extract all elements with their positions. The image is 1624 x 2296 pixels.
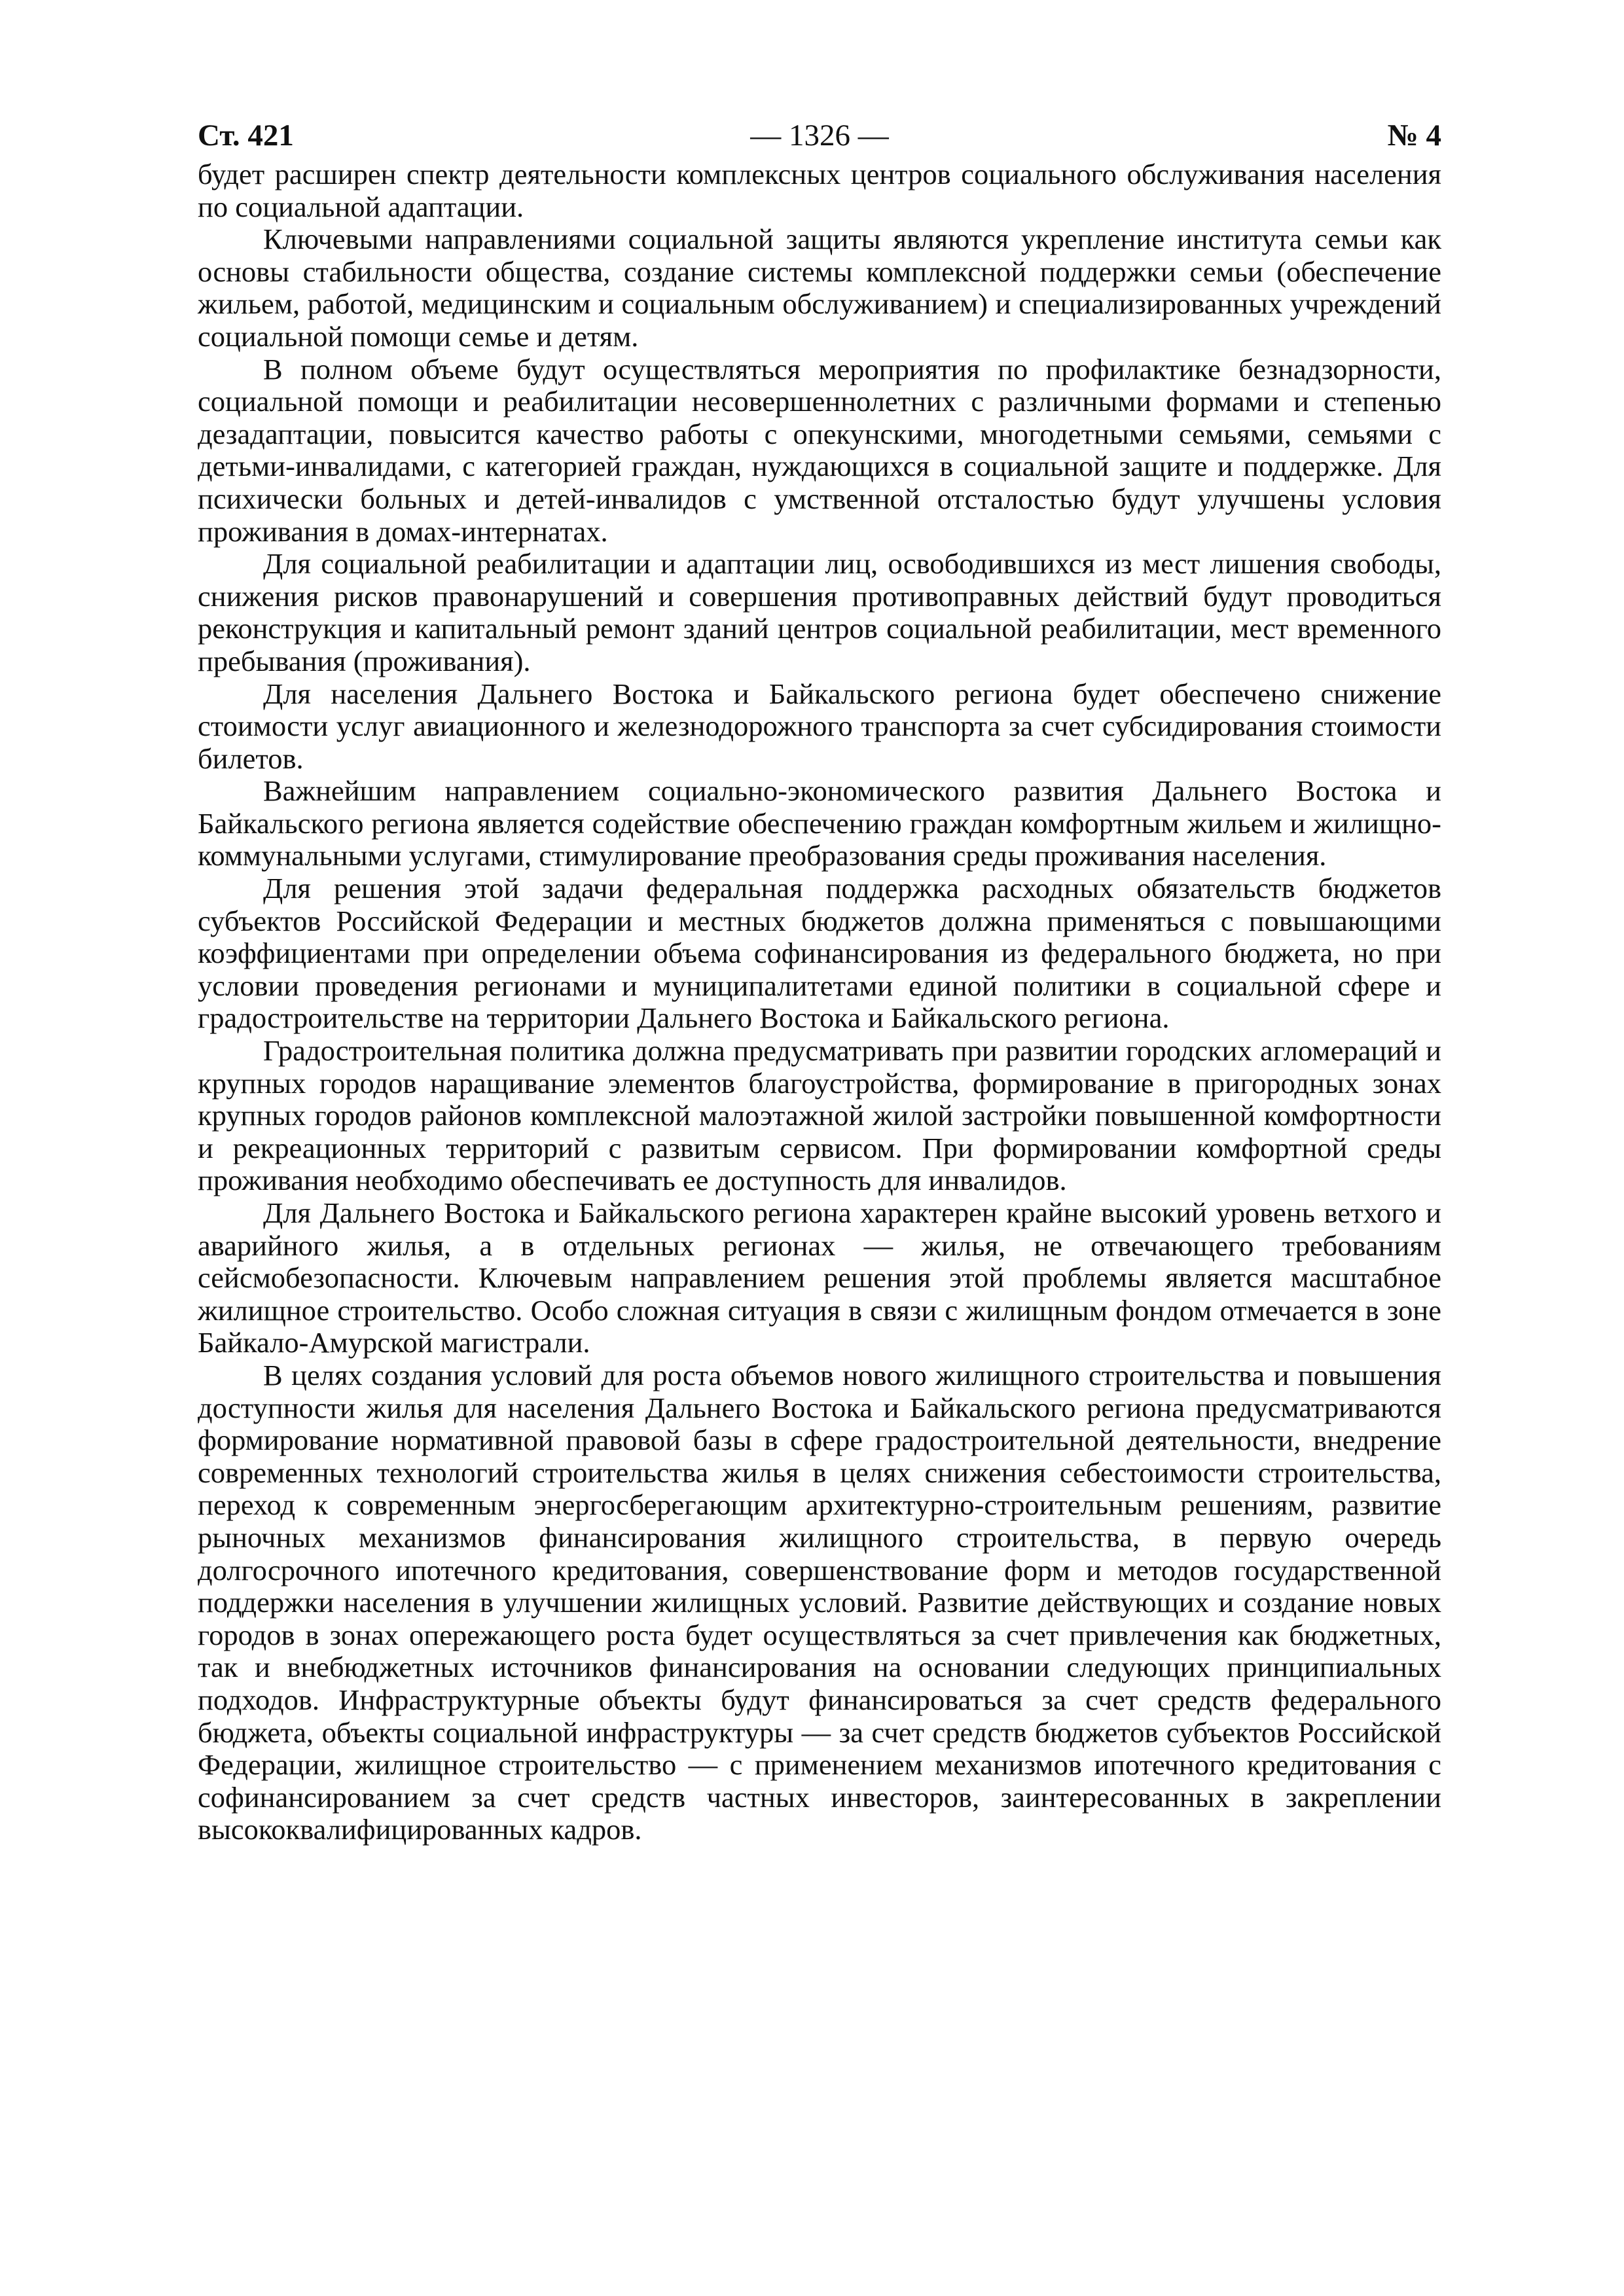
issue-number: № 4 (1387, 118, 1441, 152)
paragraph-continuation: будет расширен спектр деятельности комплексных центров социального обслуживания населения по социальной адаптации. (198, 158, 1441, 223)
paragraph: В полном объеме будут осуществляться мероприятия по профилактике безнадзорности, социальной помощи и реабилитации несовершеннолетних с различными формами и степенью дезадаптации, повысится качество работы с опекунскими, многодетными семьями, семьями с детьми-инвалидами, с категорией граждан, нуждающихся в социальной защите и поддержке. Для психически больных и детей-инвалидов с умственной отсталостью будут улучшены условия проживания в домах-интернатах. (198, 352, 1441, 548)
paragraph: Для решения этой задачи федеральная поддержка расходных обязательств бюджетов субъектов Российской Федерации и местных бюджетов должна применяться с повышающими коэффициентами при определении объема софинансирования из федерального бюджета, но при условии проведения регионами и муниципалитетами единой политики в социальной сфере и градостроительстве на территории Дальнего Востока и Байкальского региона. (198, 872, 1441, 1035)
article-number: Ст. 421 (198, 118, 294, 152)
paragraph: Для населения Дальнего Востока и Байкальского региона будет обеспечено снижение стоимости услуг авиационного и железнодорожного транспорта за счет субсидирования стоимости билетов. (198, 677, 1441, 775)
body-text (198, 158, 1441, 1846)
paragraph: Важнейшим направлением социально-экономического развития Дальнего Востока и Байкальского региона является содействие обеспечению граждан комфортным жильем и жилищно-коммунальными услугами, стимулирование преобразования среды проживания населения. (198, 774, 1441, 872)
document-page (198, 113, 1441, 1846)
paragraph: Для Дальнего Востока и Байкальского региона характерен крайне высокий уровень ветхого и аварийного жилья, а в отдельных регионах — жилья, не отвечающего требованиям сейсмобезопасности. Ключевым направлением решения этой проблемы является масштабное жилищное строительство. Особо сложная ситуация в связи с жилищным фондом отмечается в зоне Байкало-Амурской магистрали. (198, 1196, 1441, 1359)
paragraph: Градостроительная политика должна предусматривать при развитии городских агломераций и крупных городов наращивание элементов благоустройства, формирование в пригородных зонах крупных городов районов комплексной малоэтажной жилой застройки повышенной комфортности и рекреационных территорий с развитым сервисом. При формировании комфортной среды проживания необходимо обеспечивать ее доступность для инвалидов. (198, 1034, 1441, 1197)
running-header (198, 113, 1441, 158)
page-number: — 1326 — (750, 118, 889, 152)
paragraph: В целях создания условий для роста объемов нового жилищного строительства и повышения доступности жилья для населения Дальнего Востока и Байкальского региона предусматриваются формирование нормативной правовой базы в сфере градостроительной деятельности, внедрение современных технологий строительства жилья в целях снижения себестоимости строительства, переход к современным энергосберегающим архитектурно-строительным решениям, развитие рыночных механизмов финансирования жилищного строительства, в первую очередь долгосрочного ипотечного кредитования, совершенствование форм и методов государственной поддержки населения в улучшении жилищных условий. Развитие действующих и создание новых городов в зонах опережающего роста будет осуществляться за счет привлечения как бюджетных, так и внебюджетных источников финансирования на основании следующих принципиальных подходов. Инфраструктурные объекты будут финансироваться за счет средств федерального бюджета, объекты социальной инфраструктуры — за счет средств бюджетов субъектов Российской Федерации, жилищное строительство — с применением механизмов ипотечного кредитования с софинансированием за счет средств частных инвесторов, заинтересованных в закреплении высококвалифицированных кадров. (198, 1358, 1441, 1846)
paragraph: Для социальной реабилитации и адаптации лиц, освободившихся из мест лишения свободы, снижения рисков правонарушений и совершения противоправных действий будут проводиться реконструкция и капитальный ремонт зданий центров социальной реабилитации, мест временного пребывания (проживания). (198, 547, 1441, 677)
paragraph: Ключевыми направлениями социальной защиты являются укрепление института семьи как основы стабильности общества, создание системы комплексной поддержки семьи (обеспечение жильем, работой, медицинским и социальным обслуживанием) и специализированных учреждений социальной помощи семье и детям. (198, 223, 1441, 353)
